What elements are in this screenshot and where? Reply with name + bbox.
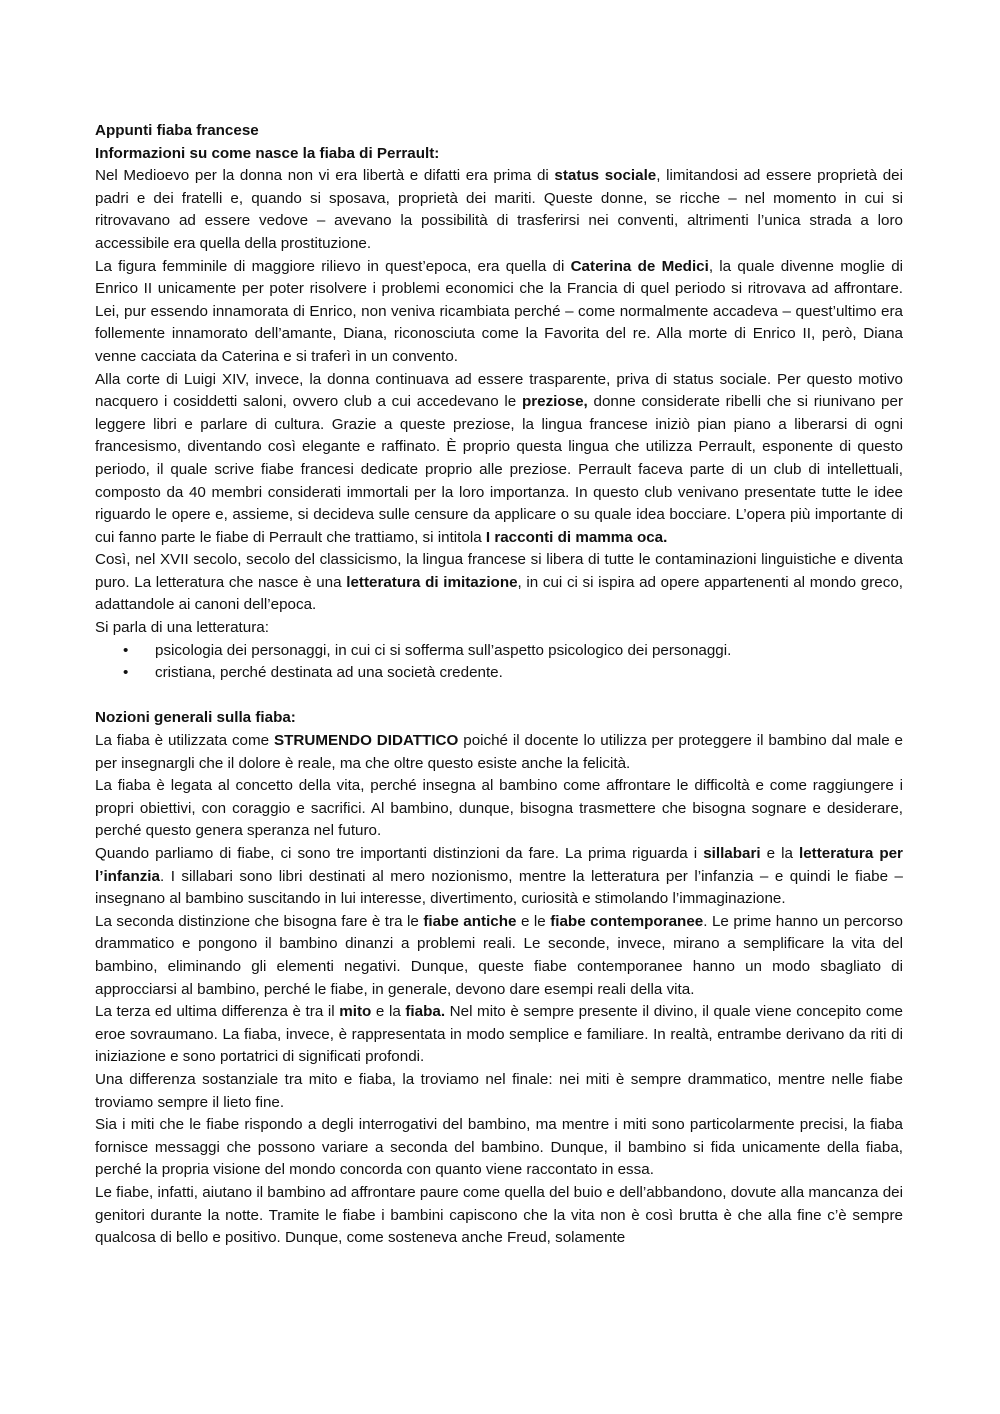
bold-term: letteratura per l’infanzia bbox=[95, 845, 903, 885]
bold-term: fiaba. bbox=[405, 1003, 446, 1021]
text-run: donne considerate ribelli che si riunivano per leggere libri e parlare di cultura. Grazie a queste preziose, la lingua francese iniziò pian piano a liberarsi di ogni francesismo, diventando così elegante e raffinato. È proprio questa lingua che utilizza Perrault, esponente di questo periodo, il quale scrive fiabe francesi dedicate proprio alle preziose. Perrault faceva parte di un club di intellettuali, composto da 40 membri considerati immortali per la loro importanza. In questo club venivano presentate tutte le idee riguardo le opere e, assieme, si decideva sulle censure da applicare o su quale idea bocciare. L’opera più importante di cui fanno parte le fiabe di Perrault che trattiamo, si intitola bbox=[95, 393, 904, 546]
text-run: La seconda distinzione che bisogna fare è tra le bbox=[95, 912, 424, 930]
text-run: Quando parliamo di fiabe, ci sono tre importanti distinzioni da fare. La prima riguarda i bbox=[95, 845, 704, 862]
text-run: . I sillabari sono libri destinati al mero nozionismo, mentre la letteratura per l’infanzia – e quindi le fiabe – insegnano al bambino suscitando in lui interesse, divertimento, curiosità e stimolando l’immaginazione. bbox=[95, 867, 903, 908]
paragraph-distinzioni bbox=[95, 843, 903, 911]
bold-term: sillabari bbox=[703, 845, 761, 862]
text-run: Nel mito è sempre presente il divino, il quale viene concepito come eroe sovraumano. La fiaba, invece, è rappresentata in modo semplice e familiare. In realtà, entrambe derivano da riti di iniziazione e sono portatrici di significati profondi. bbox=[95, 1003, 903, 1066]
text-run: e la bbox=[760, 845, 800, 862]
blank-line bbox=[95, 685, 903, 708]
bullet-list bbox=[95, 640, 903, 685]
section-heading-perrault: Informazioni su come nasce la fiaba di Perrault: bbox=[95, 144, 440, 162]
text-run: La figura femminile di maggiore rilievo in quest’epoca, era quella di bbox=[95, 257, 571, 275]
bold-term: Caterina de Medici bbox=[570, 257, 709, 275]
text-run: poiché il docente lo utilizza per proteggere il bambino dal male e per insegnargli che il dolore è reale, ma che oltre questo esiste anche la felicità. bbox=[95, 732, 903, 772]
paragraph-finale: Una differenza sostanziale tra mito e fiaba, la troviamo nel finale: nei miti è sempre drammatico, mentre nelle fiabe troviamo sempre il lieto fine. bbox=[95, 1070, 903, 1111]
paragraph-xvii-secolo bbox=[95, 549, 903, 617]
document-title: Appunti fiaba francese bbox=[95, 122, 259, 139]
paragraph-interrogativi: Sia i miti che le fiabe rispondo a degli interrogativi del bambino, ma mentre i miti sono particolarmente precisi, la fiaba fornisce messaggi che possono variare a seconda del bambino. Dunque, il bambino si fida unicamente della fiaba, perché la propria visione del mondo concorda con quanto viene raccontato in essa. bbox=[95, 1116, 903, 1179]
paragraph-letteratura-intro: Si parla di una letteratura: bbox=[95, 619, 269, 637]
text-run: , in cui ci si ispira ad opere appartenenti al mondo greco, adattandole ai canoni dell’epoca. bbox=[95, 573, 903, 614]
paragraph-concetto-vita: La fiaba è legata al concetto della vita, perché insegna al bambino come affrontare le difficoltà e come raggiungere i propri obiettivi, con coraggio e sacrifici. Al bambino, dunque, bisogna trasmettere che bisogna sognare e desiderare, perché questo genera speranza nel futuro. bbox=[95, 777, 903, 840]
bold-term: preziose, bbox=[521, 393, 588, 411]
paragraph-caterina bbox=[95, 256, 903, 369]
text-run: La fiaba è utilizzata come bbox=[95, 732, 275, 750]
text-run: Nel Medioevo per la donna non vi era libertà e difatti era prima di bbox=[95, 167, 555, 185]
text-run: . Le prime hanno un percorso drammatico e pongono il bambino dinanzi a problemi reali. Le seconde, invece, mirano a semplificare la vita del bambino, eliminando gli elementi negativi. Dunque, queste fiabe contemporanee hanno un modo sbagliato di approcciarsi al bambino, perché le fiabe, in generale, devono dare esempi reali della vita. bbox=[95, 912, 903, 998]
text-run: , limitandosi ad essere proprietà dei padri e dei fratelli e, quando si sposava, proprietà dei mariti. Queste donne, se ricche – nel momento in cui si ritrovavano ad essere vedove – avevano la possibilità di trasferirsi nei conventi, altrimenti l’unica strada a loro accessibile era quella della prostituzione. bbox=[95, 167, 903, 252]
text-run: Così, nel XVII secolo, secolo del classicismo, la lingua francese si libera di tutte le contaminazioni linguistiche e diventa puro. La letteratura che nasce è una bbox=[95, 551, 903, 591]
paragraph-fiabe-antiche bbox=[95, 911, 903, 1001]
bold-term: I racconti di mamma oca. bbox=[485, 528, 668, 546]
text-run: Alla corte di Luigi XIV, invece, la donna continuava ad essere trasparente, priva di status sociale. Per questo motivo nacquero i cosiddetti saloni, ovvero club a cui accedevano le bbox=[95, 370, 903, 411]
list-item: • psicologia dei personaggi, in cui ci si sofferma sull’aspetto psicologico dei personaggi. bbox=[155, 640, 903, 663]
paragraph-mito-fiaba bbox=[95, 1001, 903, 1069]
section-heading-nozioni: Nozioni generali sulla fiaba: bbox=[95, 709, 296, 727]
text-run: La terza ed ultima differenza è tra il bbox=[95, 1003, 340, 1021]
text-run: e la bbox=[371, 1003, 406, 1021]
bold-term: letteratura di imitazione bbox=[346, 573, 518, 591]
paragraph-strumento bbox=[95, 730, 903, 775]
list-item: • cristiana, perché destinata ad una società credente. bbox=[155, 662, 903, 685]
text-run: , la quale divenne moglie di Enrico II unicamente per poter risolvere i problemi economici che la Francia di quel periodo si ritrovava ad affrontare. Lei, pur essendo innamorata di Enrico, non veniva ricambiata perché – come normalmente accadeva – quest’ultimo era follemente innamorato dell’amante, Diana, riconosciuta come la Favorita del re. Alla morte di Enrico II, però, Diana venne cacciata da Caterina e si traferì in un convento. bbox=[95, 257, 904, 365]
document-page bbox=[95, 120, 903, 1250]
paragraph-paure: Le fiabe, infatti, aiutano il bambino ad affrontare paure come quella del buio e dell’abbandono, dovute alla mancanza dei genitori durante la notte. Tramite le fiabe i bambini capiscono che la vita non è così brutta è che alla fine c’è sempre qualcosa di bello e positivo. Dunque, come sosteneva anche Freud, solamente bbox=[95, 1183, 903, 1247]
bold-term: mito bbox=[339, 1003, 372, 1021]
bold-term: status sociale bbox=[554, 167, 657, 185]
bold-term: STRUMENDO DIDATTICO bbox=[274, 732, 459, 750]
bold-term: fiabe antiche bbox=[423, 912, 517, 930]
text-run: e le bbox=[516, 912, 551, 930]
paragraph-medioevo bbox=[95, 165, 903, 255]
paragraph-luigi-xiv bbox=[95, 369, 903, 550]
bold-term: fiabe contemporanee bbox=[550, 912, 704, 930]
